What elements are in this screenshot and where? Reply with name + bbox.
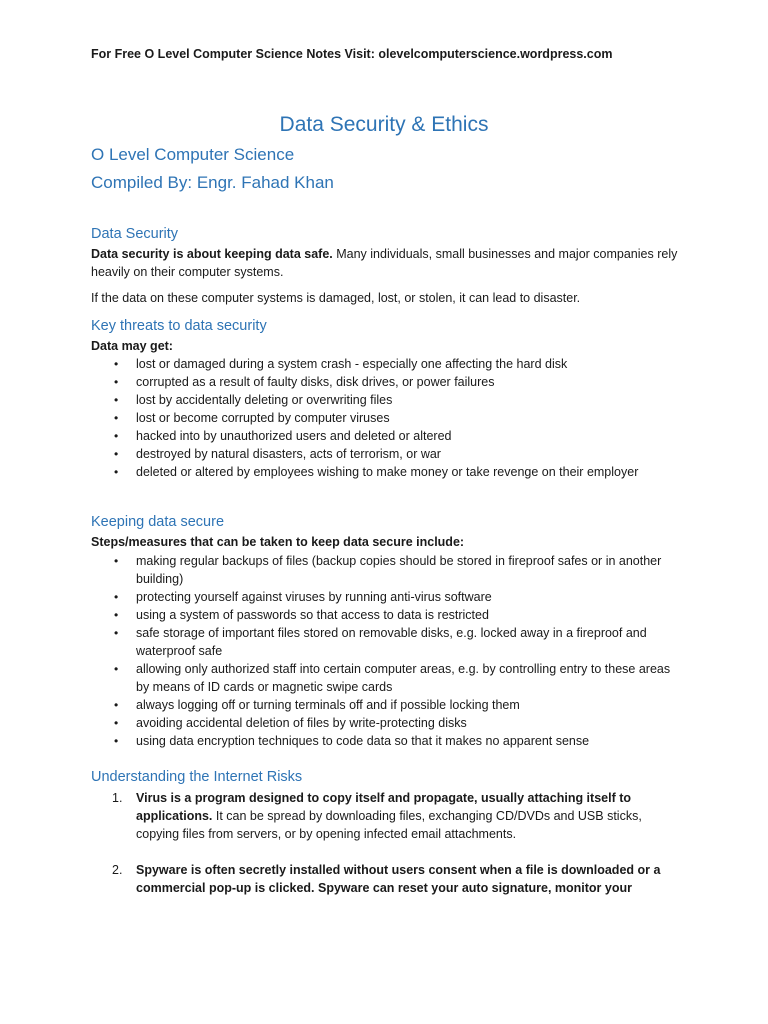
bullet-icon: • bbox=[114, 554, 119, 568]
author-subtitle: Compiled By: Engr. Fahad Khan bbox=[91, 173, 334, 192]
internet-risk-detail: It can be spread by downloading files, exchanging CD/DVDs and USB sticks, copying files from servers, or by opening infected email attachments. bbox=[136, 809, 642, 841]
secure-step-item bbox=[91, 696, 681, 714]
bullet-icon: • bbox=[114, 375, 119, 389]
secure-step-item-text: allowing only authorized staff into certain computer areas, e.g. by controlling entry to these areas by means of ID cards or magnetic swipe cards bbox=[136, 662, 671, 694]
threat-item bbox=[91, 391, 681, 409]
data-security-paragraph-2: If the data on these computer systems is damaged, lost, or stolen, it can lead to disaster. bbox=[91, 291, 581, 305]
threat-item-text: lost by accidentally deleting or overwriting files bbox=[136, 393, 393, 407]
secure-step-item-text: using a system of passwords so that access to data is restricted bbox=[136, 608, 489, 622]
secure-step-item bbox=[91, 660, 681, 696]
internet-risks-list bbox=[91, 789, 681, 915]
internet-risk-item bbox=[91, 861, 681, 897]
page-title: Data Security & Ethics bbox=[279, 113, 489, 136]
threat-item-text: lost or become corrupted by computer viruses bbox=[136, 411, 390, 425]
bullet-icon: • bbox=[114, 662, 119, 676]
bullet-icon: • bbox=[114, 447, 119, 461]
secure-step-item bbox=[91, 606, 681, 624]
secure-step-item bbox=[91, 732, 681, 750]
secure-step-item-text: protecting yourself against viruses by running anti-virus software bbox=[136, 590, 492, 604]
secure-step-item bbox=[91, 552, 681, 588]
internet-risk-definition: Spyware is often secretly installed without users consent when a file is downloaded or a commercial pop-up is clicked. Spyware can reset your auto signature, monitor your bbox=[136, 863, 661, 895]
bullet-icon: • bbox=[114, 411, 119, 425]
secure-step-item-text: always logging off or turning terminals off and if possible locking them bbox=[136, 698, 520, 712]
secure-step-item bbox=[91, 588, 681, 606]
threat-item bbox=[91, 427, 681, 445]
threats-heading: Key threats to data security bbox=[91, 318, 267, 334]
internet-risks-heading: Understanding the Internet Risks bbox=[91, 769, 303, 785]
threats-list bbox=[91, 355, 681, 481]
threat-item-text: lost or damaged during a system crash - especially one affecting the hard disk bbox=[136, 357, 568, 371]
bullet-icon: • bbox=[114, 357, 119, 371]
keeping-secure-list bbox=[91, 552, 681, 750]
bullet-icon: • bbox=[114, 429, 119, 443]
keeping-secure-lead: Steps/measures that can be taken to keep data secure include: bbox=[91, 535, 465, 549]
bullet-icon: • bbox=[114, 590, 119, 604]
threat-item-text: corrupted as a result of faulty disks, disk drives, or power failures bbox=[136, 375, 495, 389]
bullet-icon: • bbox=[114, 608, 119, 622]
threat-item-text: hacked into by unauthorized users and deleted or altered bbox=[136, 429, 452, 443]
secure-step-item-text: safe storage of important files stored on removable disks, e.g. locked away in a fireproof and waterproof safe bbox=[136, 626, 647, 658]
secure-step-item bbox=[91, 714, 681, 732]
data-security-definition: Data security is about keeping data safe. bbox=[91, 247, 333, 261]
course-subtitle: O Level Computer Science bbox=[91, 145, 295, 164]
header-note: For Free O Level Computer Science Notes Visit: olevelcomputerscience.wordpress.com bbox=[91, 47, 613, 61]
bullet-icon: • bbox=[114, 716, 119, 730]
bullet-icon: • bbox=[114, 698, 119, 712]
bullet-icon: • bbox=[114, 734, 119, 748]
threat-item bbox=[91, 355, 681, 373]
threat-item bbox=[91, 409, 681, 427]
threat-item bbox=[91, 445, 681, 463]
threats-lead: Data may get: bbox=[91, 339, 173, 353]
threat-item-text: deleted or altered by employees wishing to make money or take revenge on their employer bbox=[136, 465, 639, 479]
threat-item bbox=[91, 373, 681, 391]
keeping-secure-heading: Keeping data secure bbox=[91, 514, 225, 530]
bullet-icon: • bbox=[114, 626, 119, 640]
data-security-paragraph-1-rest: Many individuals, small businesses and major companies rely heavily on their computer systems. bbox=[91, 247, 678, 279]
secure-step-item bbox=[91, 624, 681, 660]
threat-item-text: destroyed by natural disasters, acts of terrorism, or war bbox=[136, 447, 441, 461]
item-number: 2. bbox=[112, 863, 123, 877]
bullet-icon: • bbox=[114, 465, 119, 479]
threat-item bbox=[91, 463, 681, 481]
internet-risk-item bbox=[91, 789, 681, 843]
secure-step-item-text: using data encryption techniques to code data so that it makes no apparent sense bbox=[136, 734, 590, 748]
data-security-heading: Data Security bbox=[91, 226, 179, 242]
secure-step-item-text: making regular backups of files (backup copies should be stored in fireproof safes or in another building) bbox=[136, 554, 662, 586]
item-number: 1. bbox=[112, 791, 123, 805]
data-security-paragraph-1 bbox=[91, 245, 681, 281]
internet-risk-definition: Virus is a program designed to copy itself and propagate, usually attaching itself to applications. bbox=[136, 791, 632, 823]
bullet-icon: • bbox=[114, 393, 119, 407]
secure-step-item-text: avoiding accidental deletion of files by write-protecting disks bbox=[136, 716, 467, 730]
